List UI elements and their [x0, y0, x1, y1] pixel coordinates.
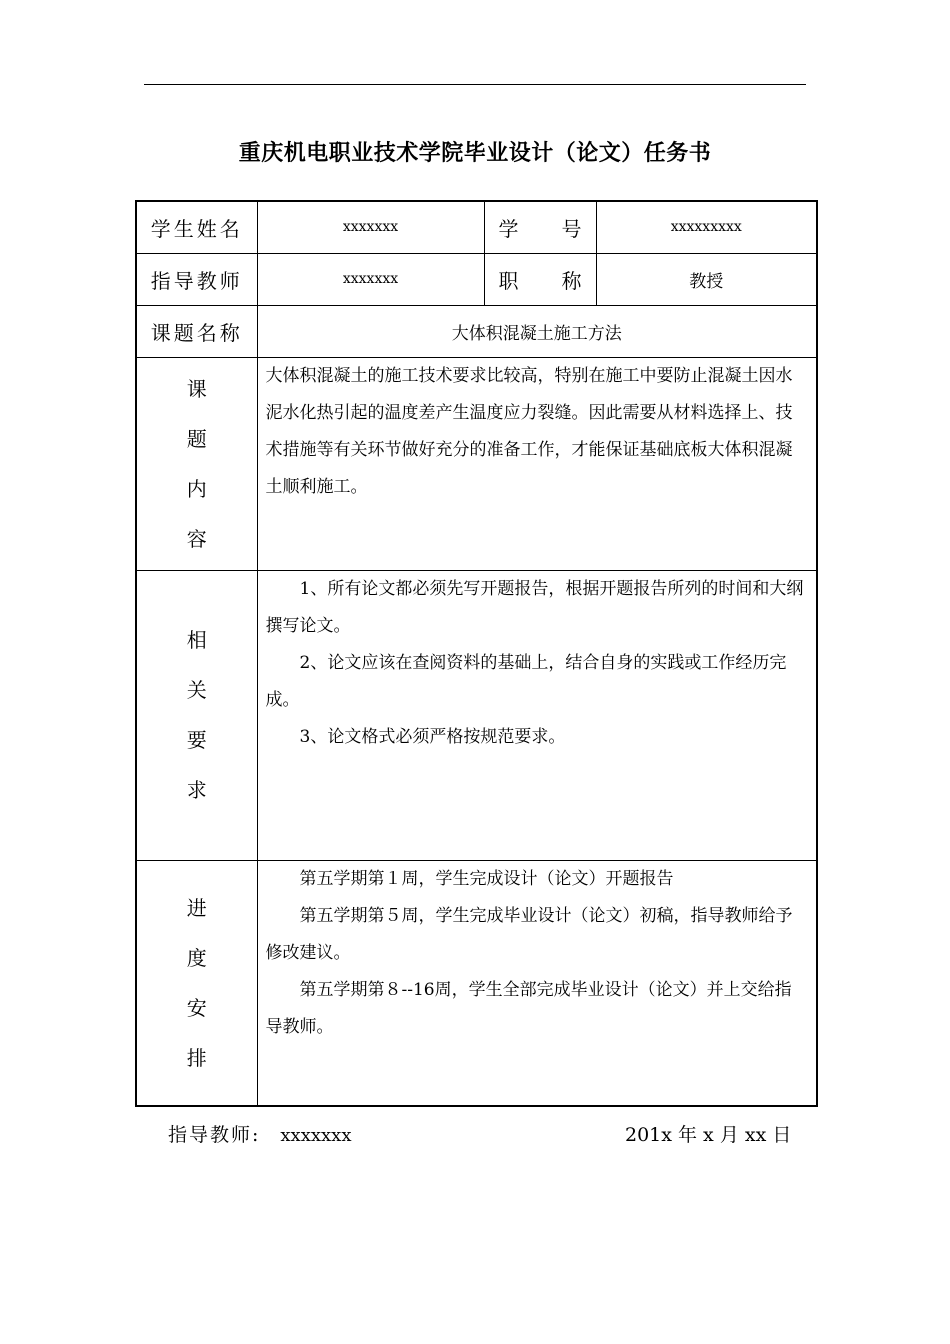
student-id-label-char1: 学: [498, 216, 519, 241]
content-text: 大体积混凝土的施工技术要求比较高，特别在施工中要防止混凝土因水泥水化热引起的温度差产生温度应力裂缝。因此需要从材料选择上、技术措施等有关环节做好充分的准备工作，才能保证基础底板大体积混凝土顺利施工。: [265, 365, 793, 497]
topic-label: 课题名称: [136, 305, 257, 357]
requirements-label-char: 相: [186, 628, 207, 652]
content-label-char: 内: [186, 476, 207, 501]
rank-label-char1: 职: [498, 268, 519, 293]
footer-advisor-name: xxxxxxx: [280, 1125, 352, 1146]
content-label-char: 题: [186, 426, 207, 451]
row-topic: [136, 305, 817, 357]
requirements-label-char: 求: [186, 778, 207, 802]
requirements-label-char: 关: [186, 678, 207, 702]
student-name-value: xxxxxxx: [257, 201, 484, 253]
page-title: 重庆机电职业技术学院毕业设计（论文）任务书: [238, 141, 712, 166]
content-label-char: 课: [186, 376, 207, 401]
content-label-char: 容: [186, 526, 207, 551]
row-schedule: [136, 860, 817, 1106]
schedule-label-char: 安: [186, 995, 207, 1020]
schedule-item: 第五学期第８--16周，学生全部完成毕业设计（论文）并上交给指导教师。: [265, 979, 792, 1037]
schedule-label-char: 度: [186, 945, 207, 970]
task-form-table: [135, 200, 818, 1107]
content-text-cell: [257, 357, 817, 570]
requirements-label-char: 要: [186, 728, 207, 752]
student-name-label: 学生姓名: [136, 201, 257, 253]
footer-date: 201x 年 x 月 xx 日: [625, 1124, 792, 1146]
schedule-item: 第五学期第５周，学生完成毕业设计（论文）初稿，指导教师给予修改建议。: [265, 905, 793, 963]
student-id-value: xxxxxxxxx: [596, 201, 817, 253]
footer-advisor-label: 指导教师:: [168, 1124, 261, 1146]
header-rule: [144, 84, 806, 85]
content-label: [136, 357, 257, 570]
requirements-text-cell: [257, 570, 817, 860]
advisor-value: xxxxxxx: [257, 253, 484, 305]
rank-label-char2: 称: [561, 268, 582, 293]
requirement-item: 2、论文应该在查阅资料的基础上，结合自身的实践或工作经历完成。: [265, 652, 787, 710]
requirement-item: 1、所有论文都必须先写开题报告，根据开题报告所列的时间和大纲撰写论文。: [265, 578, 804, 636]
student-id-label-char2: 号: [561, 216, 582, 241]
footer-advisor: [168, 1120, 351, 1147]
advisor-label: 指导教师: [136, 253, 257, 305]
requirements-label: [136, 570, 257, 860]
rank-label: [484, 253, 596, 305]
student-id-label: [484, 201, 596, 253]
topic-value: 大体积混凝土施工方法: [257, 305, 817, 357]
schedule-item: 第五学期第１周，学生完成设计（论文）开题报告: [299, 868, 674, 889]
row-requirements: [136, 570, 817, 860]
schedule-label-char: 进: [186, 895, 207, 920]
schedule-label: [136, 860, 257, 1106]
schedule-label-char: 排: [186, 1045, 207, 1070]
row-advisor: [136, 253, 817, 305]
requirement-item: 3、论文格式必须严格按规范要求。: [299, 726, 566, 747]
row-student: [136, 201, 817, 253]
rank-value: 教授: [596, 253, 817, 305]
schedule-text-cell: [257, 860, 817, 1106]
row-content: [136, 357, 817, 570]
